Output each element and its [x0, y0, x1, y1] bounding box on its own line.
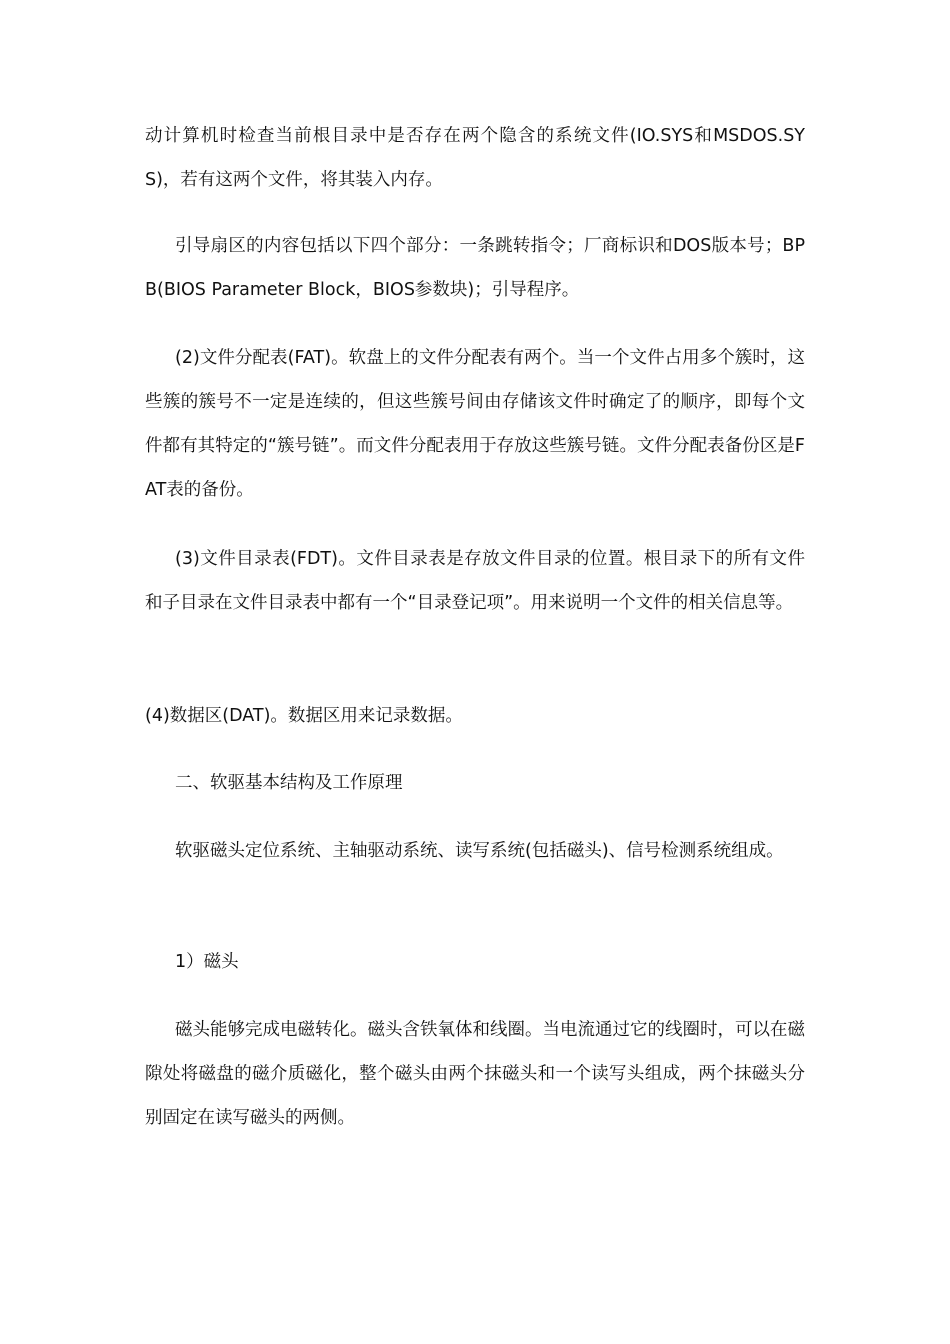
paragraph-dat: (4)数据区(DAT)。数据区用来记录数据。	[145, 706, 463, 726]
paragraph-boot-check: 动计算机时检查当前根目录中是否存在两个隐含的系统文件(IO.SYS和MSDOS.SYS)，若有这两个文件，将其装入内存。	[145, 126, 805, 190]
paragraph-fdt: (3)文件目录表(FDT)。文件目录表是存放文件目录的位置。根目录下的所有文件和子目录在文件目录表中都有一个“目录登记项”。用来说明一个文件的相关信息等。	[145, 549, 805, 613]
paragraph-boot-sector: 引导扇区的内容包括以下四个部分：一条跳转指令；厂商标识和DOS版本号；BPB(BIOS Parameter Block，BIOS参数块)；引导程序。	[145, 236, 805, 300]
paragraph-fat: (2)文件分配表(FAT)。软盘上的文件分配表有两个。当一个文件占用多个簇时，这些簇的簇号不一定是连续的，但这些簇号间由存储该文件时确定了的顺序，即每个文件都有其特定的“簇号链”。而文件分配表用于存放这些簇号链。文件分配表备份区是FAT表的备份。	[145, 348, 805, 500]
subheading-head: 1）磁头	[175, 952, 239, 972]
paragraph-head-detail: 磁头能够完成电磁转化。磁头含铁氧体和线圈。当电流通过它的线圈时，可以在磁隙处将磁盘的磁介质磁化，整个磁头由两个抹磁头和一个读写头组成，两个抹磁头分别固定在读写磁头的两侧。	[145, 1020, 805, 1128]
paragraph-floppy-structure: 软驱磁头定位系统、主轴驱动系统、读写系统(包括磁头)、信号检测系统组成。	[175, 841, 784, 861]
section-heading: 二、软驱基本结构及工作原理	[175, 773, 403, 793]
